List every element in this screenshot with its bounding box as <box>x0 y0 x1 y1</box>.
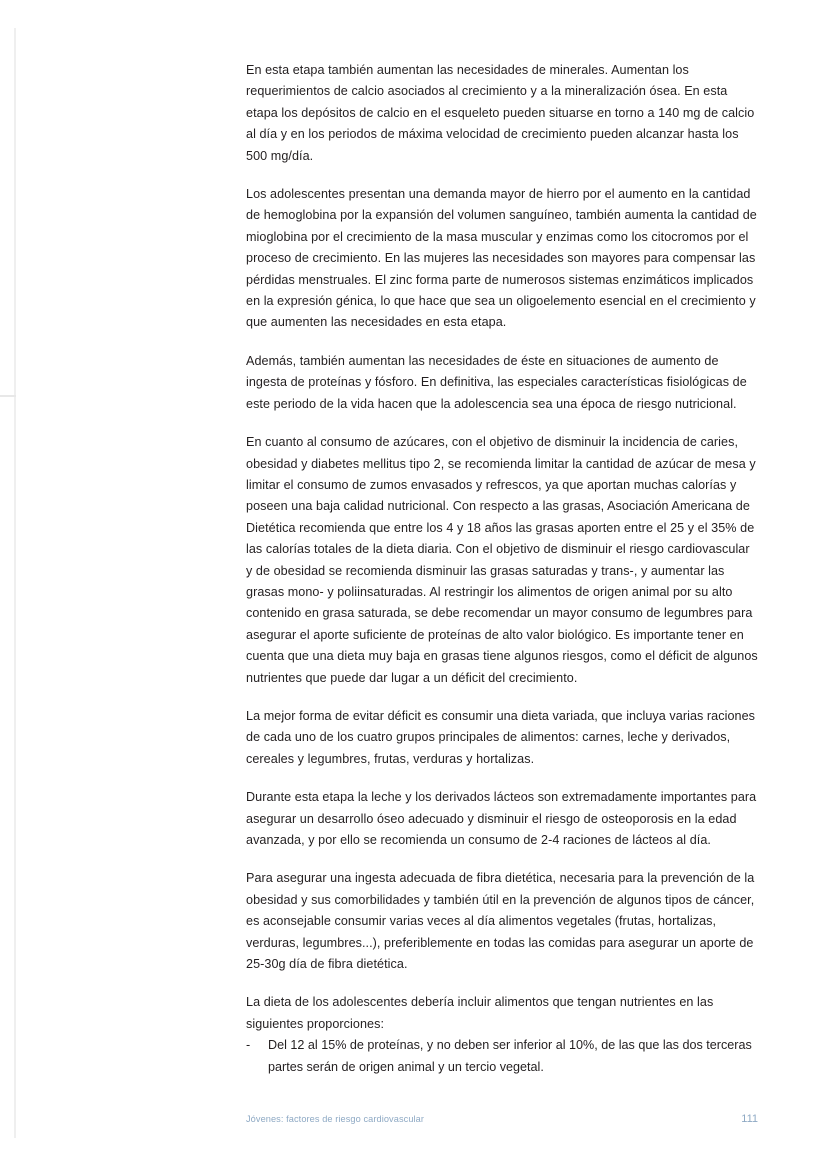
list-item-text: Del 12 al 15% de proteínas, y no deben ser inferior al 10%, de las que las dos terceras partes serán de origen animal y un tercio vegetal. <box>268 1038 752 1074</box>
left-margin-rule <box>14 28 16 1138</box>
page-footer <box>246 1113 758 1125</box>
paragraph: Los adolescentes presentan una demanda mayor de hierro por el aumento en la cantidad de hemoglobina por la expansión del volumen sanguíneo, también aumenta la cantidad de mioglobina por el crecimiento de la masa muscular y enzimas como los citocromos por el proceso de crecimiento. En las mujeres las necesidades son mayores para compensar las pérdidas menstruales. El zinc forma parte de numerosos sistemas enzimáticos implicados en la expresión génica, lo que hace que sea un oligoelemento esencial en el crecimiento y que aumenten las necesidades en esta etapa. <box>246 187 757 330</box>
left-margin-tick <box>0 395 16 397</box>
paragraph: Durante esta etapa la leche y los derivados lácteos son extremadamente importantes para asegurar un desarrollo óseo adecuado y disminuir el riesgo de osteoporosis en la edad avanzada, y por ello se recomienda un consumo de 2-4 raciones de lácteos al día. <box>246 790 757 847</box>
bullet-list <box>246 1035 758 1078</box>
bullet-marker: - <box>246 1038 251 1053</box>
page-number: 111 <box>741 1113 758 1125</box>
paragraph: Para asegurar una ingesta adecuada de fibra dietética, necesaria para la prevención de la obesidad y sus comorbilidades y también útil en la prevención de algunos tipos de cáncer, es aconsejable consumir varias veces al día alimentos vegetales (frutas, hortalizas, verduras, legumbres...), preferiblemente en todas las comidas para asegurar un aporte de 25-30g día de fibra dietética. <box>246 871 755 972</box>
paragraph: En esta etapa también aumentan las necesidades de minerales. Aumentan los requerimientos de calcio asociados al crecimiento y a la mineralización ósea. En esta etapa los depósitos de calcio en el esqueleto pueden situarse en torno a 140 mg de calcio al día y en los periodos de máxima velocidad de crecimiento pueden alcanzar hasta los 500 mg/día. <box>246 63 755 163</box>
footer-caption: Jóvenes: factores de riesgo cardiovascular <box>246 1114 425 1124</box>
paragraph: En cuanto al consumo de azúcares, con el objetivo de disminuir la incidencia de caries, obesidad y diabetes mellitus tipo 2, se recomienda limitar la cantidad de azúcar de mesa y limitar el consumo de zumos envasados y refrescos, ya que aportan muchas calorías y poseen una baja calidad nutricional. Con respecto a las grasas, Asociación Americana de Dietética recomienda que entre los 4 y 18 años las grasas aporten entre el 25 y el 35% de las calorías totales de la dieta diaria. Con el objetivo de disminuir el riesgo cardiovascular y de obesidad se recomienda disminuir las grasas saturadas y trans-, y aumentar las grasas mono- y poliinsaturadas. Al restringir los alimentos de origen animal por su alto contenido en grasa saturada, se debe recomendar un mayor consumo de legumbres para asegurar el aporte suficiente de proteínas de alto valor biológico. Es importante tener en cuenta que una dieta muy baja en grasas tiene algunos riesgos, como el déficit de algunos nutrientes que puede dar lugar a un déficit del crecimiento. <box>246 435 758 685</box>
paragraph: La mejor forma de evitar déficit es consumir una dieta variada, que incluya varias raciones de cada uno de los cuatro grupos principales de alimentos: carnes, leche y derivados, cereales y legumbres, frutas, verduras y hortalizas. <box>246 708 756 766</box>
document-body <box>246 60 758 1092</box>
list-item <box>246 1035 758 1078</box>
paragraph: La dieta de los adolescentes debería incluir alimentos que tengan nutrientes en las siguientes proporciones: <box>246 995 714 1031</box>
paragraph: Además, también aumentan las necesidades de éste en situaciones de aumento de ingesta de proteínas y fósforo. En definitiva, las especiales características fisiológicas de este periodo de la vida hacen que la adolescencia sea una época de riesgo nutricional. <box>246 353 747 411</box>
